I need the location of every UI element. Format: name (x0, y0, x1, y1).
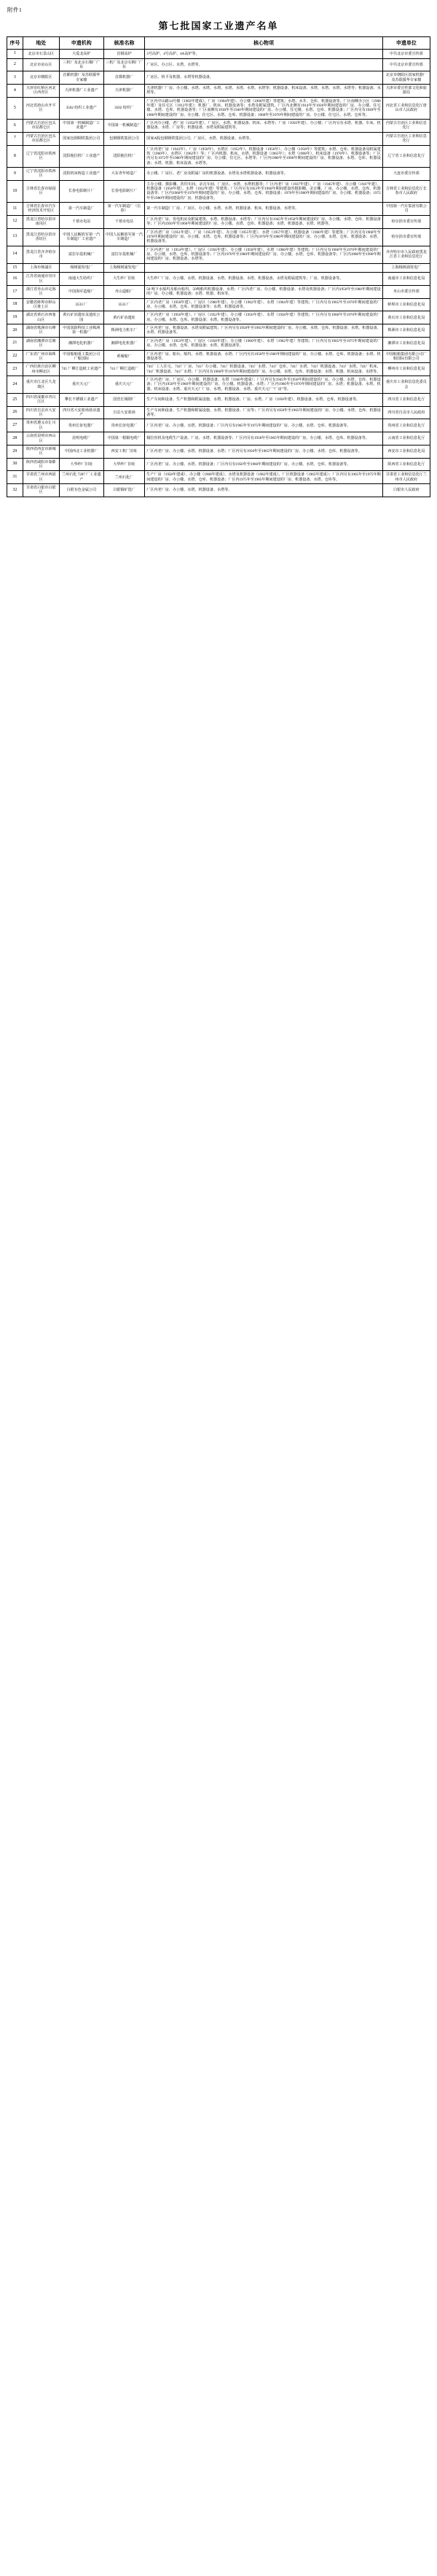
cell-core: 生产车间和设备、生产机器和附属设施、水塔、机器设备、厂房、水塔、厂房（1958年建）、机器设备、水塔、仓库、机器设备等。 (145, 394, 382, 407)
cell-core: 办公楼、厂房区、老厂房及附属厂房的机器设备、水塔及水塔机器设备、机器设备等。 (145, 167, 382, 180)
cell-unit: 舟山市委宣传部 (382, 285, 430, 298)
table-row (7, 324, 430, 338)
table-header-row (7, 37, 430, 50)
cell-org: 三机厂及北京石棉厂广东 (59, 58, 103, 71)
cell-org: 741 厂柳江造纸工业遗产 (59, 363, 103, 376)
cell-core: 厂区内中山路14号楼（1902年建成）、厂房（1904年建）、办公楼（1906年建）等建筑；水塔、水井、仓库、机器设备等。厂区南侧办公区（1908年建）及住宅区（1912年建）；机器厂、机床、机器设备等；水塔及附属建筑。厂区内北侧有1914年至1920年期间建设的厂房、办公楼、住宅楼、水塔、仓库、机器设备等；厂区南侧有1930年至1940年期间建设的厂房、办公楼、住宅楼、水塔、仓库、机器设备；厂区内另有1949年至1960年期间建设的厂房、办公楼、住宅区、水塔、仓库、机器设备；1960年至1970年期间建设的厂房、办公楼、住宅区、水塔、仓库等。 (145, 97, 382, 119)
cell-index: 26 (7, 406, 23, 419)
cell-unit: 齐齐哈尔市人民政府黑龙江省工业和信息化厅 (382, 246, 430, 263)
cell-region: 内蒙古自治区包头市昆都仑区 (23, 132, 59, 145)
cell-region: 河北省唐山市开平区 (23, 97, 59, 119)
table-row (7, 132, 430, 145)
cell-region: 贵州省遵义市汇川区 (23, 419, 59, 432)
cell-core: 厂区内老厂房（1943年）、厂房（1950年）、水塔区（1952年）、机器设备（1956年）、办公楼（1958年）等建筑；水塔、仓库、机器设备及附属建筑（1960年）、水塔区（1962年）等；厂区内机器、机床、水塔、机器设备（1965年）；水塔（1968年）、机床设备（1970年）、机器设备等；厂区内另有1972年至1980年期间建设的厂房、办公楼、住宅区、水塔等；厂区内1980年至1990年期间建设的厂房、机器设备、水塔、仓库、机器设备；水塔、机器、机床设备、水塔等。 (145, 145, 382, 167)
cell-unit: 上海杨树浦发电厂 (382, 263, 430, 273)
cell-unit: 天津市委宣传部文化和旅游局 (382, 84, 430, 97)
cell-region: 北京市房山区 (23, 58, 59, 71)
cell-org: 大爱北高炉 (59, 50, 103, 59)
cell-core: 厂区内老厂房、发电机房及附属建筑、水塔、机器设备、水塔等；厂区内另有1945年至1950年期间建设的厂房、办公楼、水塔、仓库、机器设备等；厂区内1950年至1960年期间建设的厂房、办公楼、水塔、仓库、机器设备；水塔、机器设备、水塔、机器等。 (145, 215, 382, 228)
table-row (7, 228, 430, 246)
cell-org: 天津机器厂工业遗产 (59, 84, 103, 97)
table-row (7, 120, 430, 133)
cell-index: 8 (7, 145, 23, 167)
attachment-label: 附件1 (7, 7, 23, 13)
cell-index: 30 (7, 458, 23, 471)
cell-org: 攀长不锈钢工业遗产 (59, 394, 103, 407)
cell-org: 贵州长征电器厂 (59, 419, 103, 432)
cell-index: 2 (7, 58, 23, 71)
cell-region: 北京市朝阳区 (23, 71, 59, 85)
table-row (7, 263, 430, 273)
cell-region: 吉林省长春市绿园区 (23, 180, 59, 202)
cell-index: 5 (7, 97, 23, 119)
cell-region: 北京市石景山区 (23, 50, 59, 59)
cell-org: 湘潭电化机器厂 (59, 337, 103, 350)
cell-name: 湘潭电化机器厂 (103, 337, 145, 350)
cell-unit: 辽宁省工业和信息化厅 (382, 145, 430, 167)
cell-region: 黑龙江省哈尔滨市南岗区 (23, 215, 59, 228)
cell-name: 黄石矿冶遗址 (103, 311, 145, 324)
cell-region: 陕西省西安市新城区 (23, 445, 59, 458)
cell-region: 吉林省长春市汽车经济技术开发区 (23, 203, 59, 216)
cell-unit: 贵州省工业和信息化厅 (382, 419, 430, 432)
cell-index: 11 (7, 203, 23, 216)
table-row (7, 97, 430, 119)
cell-org: 中国第一机械制造厂工业遗产 (59, 120, 103, 133)
cell-index: 22 (7, 350, 23, 363)
cell-org: 中国国防科技工业株洲第一机器厂 (59, 324, 103, 338)
cell-org: 中国船舶重工集团公司广船国际 (59, 350, 103, 363)
cell-index: 9 (7, 167, 23, 180)
cell-index: 32 (7, 484, 23, 497)
cell-region: 广西壮族自治区柳州市柳北区 (23, 363, 59, 376)
cell-index: 25 (7, 394, 23, 407)
table-body (7, 50, 430, 497)
cell-name: 富拉尔基机械厂 (103, 246, 145, 263)
cell-core: 厂区内老厂房（1950年建）、厂房区（1952年建）、办公楼（1956年建）、水塔（1958年建）等建筑；厂区内另有1960年至1970年期间建设的厂房、办公楼、水塔、仓库、机器设备；水塔、机器设备等。 (145, 311, 382, 324)
cell-org: 黄石矿冶遗址及遗址公园 (59, 311, 103, 324)
table-row (7, 484, 430, 497)
cell-core: 厂区内老厂房、机器设备、水塔及附属建筑；厂区内另有1958年至1965年期间建设的厂房、办公楼、水塔、仓库、机器设备；水塔、机器设备、水塔、机器设备等。 (145, 324, 382, 338)
cell-org: 重庆天元厂 (59, 375, 103, 393)
table-row (7, 419, 430, 432)
cell-name: 自贡大安盐场 (103, 406, 145, 419)
table-row (7, 375, 430, 393)
table-row (7, 406, 430, 419)
cell-name: 大华纱厂旧址 (103, 458, 145, 471)
cell-index: 24 (7, 375, 23, 393)
cell-region: 黑龙江省齐齐哈尔市 (23, 246, 59, 263)
cell-core: 厂区内老厂房（1951年建）、厂房（1953年建）、办公楼（1955年建）、水塔（1957年建）、机器设备（1960年建）等建筑；厂区内另有1960年至1970年期间建设的厂房、办公楼、水塔、仓库、机器设备等；厂区内1970年至1980年期间建设的厂房、办公楼、水塔、仓库、机器设备；水塔、机器设备等。 (145, 228, 382, 246)
cell-org: 富拉尔基机械厂 (59, 246, 103, 263)
heritage-table (7, 36, 430, 497)
table-row (7, 215, 430, 228)
cell-org: 昆明电缆厂 (59, 432, 103, 445)
cell-unit: 湘潭市工业和信息化局 (382, 337, 430, 350)
col-name: 核准名称 (103, 37, 145, 50)
cell-org: 沈阳拖拉机厂工业遗产 (59, 145, 103, 167)
cell-org: 中国人民解放军第一汽车制造厂工业遗产 (59, 228, 103, 246)
cell-core: 大生纱厂厂房、办公楼、水塔、机器设备、水塔、机器设备、水塔、机器设备、水塔及附属建筑等；厂房、机器设备等。 (145, 273, 382, 286)
cell-unit: 中共北京市委宣传部 (382, 50, 430, 59)
table-row (7, 58, 430, 71)
cell-name: 中国第一机械制造厂 (103, 120, 145, 133)
cell-unit: 陕西省工业和信息化厅 (382, 458, 430, 471)
cell-region: 黑龙江省哈尔滨市香坊区 (23, 228, 59, 246)
cell-name: 三机厂及北京石棉厂广东 (103, 58, 145, 71)
cell-name: 株洲电力机车厂 (103, 324, 145, 338)
cell-unit: 大连市委宣传部 (382, 167, 430, 180)
cell-region: 四川省自贡市大安区 (23, 406, 59, 419)
cell-unit: 云南省工业和信息化厅 (382, 432, 430, 445)
cell-core: 主办公楼、摄影棚、洗印车间、录音车间、厂房区、水塔、水塔机器等；厂区内老厂房（1937年建）、厂房（1945年建）、办公楼（1947年建）、机器设备（1950年建）、水塔（1952年建）等建筑；厂区内另有1953年至1960年期间建设的摄影棚、录音棚、厂房、办公楼、水塔、仓库、机器设备等；厂区内1960年至1970年期间建设的厂房、办公楼、水塔、仓库、机器设备；1970年至1980年期间建设的厂房、办公楼、机器设备；1972年至1980年期间建设的厂房、机器设备等。 (145, 180, 382, 202)
cell-core: 国家A股包钢钢铁集团公司、厂房区、水塔、机器设备、水塔等。 (145, 132, 382, 145)
cell-core: 厂房区、办公区、水塔、水塔等。 (145, 58, 382, 71)
cell-index: 18 (7, 298, 23, 311)
cell-org: 沈阳机床铸造工业遗产 (59, 167, 103, 180)
cell-name: 兰州石化厂 (103, 471, 145, 484)
cell-region: 四川省成都市青白江区 (23, 394, 59, 407)
cell-name: 741 厂柳江造纸厂 (103, 363, 145, 376)
cell-unit: 白银市人民政府 (382, 484, 430, 497)
cell-index: 16 (7, 273, 23, 286)
cell-core: 厂区内老厂房、办公楼、水塔、机器设备、水塔等。 (145, 484, 382, 497)
cell-unit: 哈尔滨市委宣传部 (382, 215, 430, 228)
cell-unit: 河北省工业和信息化厅唐山市人民政府 (382, 97, 430, 119)
cell-unit: 甘肃省工业和信息化厅兰州市人民政府 (382, 471, 430, 484)
cell-org: 兰州石化 7207 厂工业遗产 (59, 471, 103, 484)
cell-region: 湖北省黄石市西塞山区 (23, 311, 59, 324)
cell-name: 贵州长征电器厂 (103, 419, 145, 432)
cell-name: 3533 厂 (103, 298, 145, 311)
cell-org: 3533 厂 (59, 298, 103, 311)
cell-unit: 蚌埠市工业和信息化局 (382, 298, 430, 311)
document-page (0, 0, 437, 497)
cell-region: 江苏省南通市崇川区 (23, 273, 59, 286)
cell-index: 27 (7, 419, 23, 432)
table-row (7, 311, 430, 324)
cell-index: 10 (7, 180, 23, 202)
cell-unit: 中共北京市委宣传部 (382, 58, 430, 71)
cell-org: 3502 纺织工业遗产 (59, 97, 103, 119)
cell-org: 长春电影制片厂 (59, 180, 103, 202)
cell-name: 沈阳拖拉机厂 (103, 145, 145, 167)
cell-region: 陕西省咸阳市秦都区 (23, 458, 59, 471)
cell-core: 3号高炉、4号高炉、4A高炉等。 (145, 50, 382, 59)
cell-index: 1 (7, 50, 23, 59)
cell-region: 云南省昆明市西山区 (23, 432, 59, 445)
cell-org: 千禧水电站 (59, 215, 103, 228)
table-row (7, 363, 430, 376)
cell-org: 杨树浦发电厂 (59, 263, 103, 273)
cell-index: 13 (7, 228, 23, 246)
cell-org: 四川省大安盐场盐业遗产 (59, 406, 103, 419)
cell-name: 第一汽车制造厂（长春） (103, 203, 145, 216)
cell-unit: 四川省自贡市人民政府 (382, 406, 430, 419)
table-row (7, 84, 430, 97)
cell-org: 大华纱厂旧址 (59, 458, 103, 471)
cell-name: 包钢钢铁集团公司 (103, 132, 145, 145)
cell-unit: 西安市工业和信息化局 (382, 445, 430, 458)
cell-core: 厂区内老厂房、办公楼、水塔、机器设备；厂区内另有1950年至1960年期间建设的厂房、办公楼、水塔、仓库、机器设备等。 (145, 458, 382, 471)
table-row (7, 298, 430, 311)
cell-name: 国营长城钢厂 (103, 394, 145, 407)
cell-region: 浙江省舟山市定海区 (23, 285, 59, 298)
table-row (7, 50, 430, 59)
table-row (7, 394, 430, 407)
cell-region: 甘肃省兰州市西固区 (23, 471, 59, 484)
cell-index: 21 (7, 337, 23, 350)
cell-org: 南通大生纺织厂 (59, 273, 103, 286)
cell-name: 西安工机厂旧址 (103, 445, 145, 458)
cell-unit: 内蒙古自治区工业和信息化厅 (382, 120, 430, 133)
cell-org: 国家包钢钢铁集团公司 (59, 132, 103, 145)
table-row (7, 145, 430, 167)
cell-name: 中国人民解放军第一汽车制造厂 (103, 228, 145, 246)
table-row (7, 180, 430, 202)
cell-name: 黄埔船厂 (103, 350, 145, 363)
cell-region: 安徽省蚌埠市蚌山区淮上区 (23, 298, 59, 311)
cell-org: 第一汽车制造厂 (59, 203, 103, 216)
cell-name: 大生纱厂旧址 (103, 273, 145, 286)
cell-core: 厂区内老厂房（1958年建）、厂房区（1960年建）、办公楼（1962年建）、水塔（1964年建）等建筑；厂区内另有1965年至1970年期间建设的厂房、办公楼、水塔、仓库、机器设备等；水塔、机器设备等。 (145, 298, 382, 311)
cell-index: 4 (7, 84, 23, 97)
col-region: 地处 (23, 37, 59, 50)
table-row (7, 273, 430, 286)
cell-index: 6 (7, 120, 23, 133)
cell-org: 中国西北工业机器厂 (59, 445, 103, 458)
cell-unit: 黄石市工业和信息化局 (382, 311, 430, 324)
cell-index: 14 (7, 246, 23, 263)
cell-name: 首钢高炉 (103, 50, 145, 59)
cell-name: 白银铜矿选厂 (103, 484, 145, 497)
cell-index: 23 (7, 363, 23, 376)
cell-unit: 四川省工业和信息化厅 (382, 394, 430, 407)
cell-core: 厂区内老厂房、办公楼、水塔、机器设备、水塔；厂区内另有1958年至1965年期间建设的厂房、办公楼、水塔、仓库、机器设备等。 (145, 445, 382, 458)
table-row (7, 445, 430, 458)
cell-region: 重庆市江北区九龙坡区 (23, 375, 59, 393)
table-row (7, 246, 430, 263)
cell-unit: 南通市工业和信息化局 (382, 273, 430, 286)
table-row (7, 285, 430, 298)
cell-unit: 株洲市工业和信息化局 (382, 324, 430, 338)
cell-index: 31 (7, 471, 23, 484)
cell-region: 辽宁省沈阳市铁西区 (23, 145, 59, 167)
cell-unit: 吉林省工业和信息化厅长春市人民政府 (382, 180, 430, 202)
cell-org: 白银有色金属公司 (59, 484, 103, 497)
cell-name: 3502 纺织厂 (103, 97, 145, 119)
cell-index: 12 (7, 215, 23, 228)
cell-index: 7 (7, 132, 23, 145)
cell-name: 长春电影制片厂 (103, 180, 145, 202)
cell-name: 中国第一根铜电缆厂 (103, 432, 145, 445)
table-row (7, 71, 430, 85)
table-row (7, 167, 430, 180)
cell-unit: 中国船舶集团有限公司广船国际有限公司 (382, 350, 430, 363)
cell-core (145, 263, 382, 273)
cell-org: 首都机器厂及苏联援华专家楼 (59, 71, 103, 85)
cell-core: 741厂工人住宅、741厂厂房、741厂办公楼、741厂机器设备、741厂水塔、741厂仓库、741厂水塔、741厂机器设备、741厂水塔、741厂机床、741厂机器设备、741厂水塔；厂区内另有1960年至1970年期间建设的厂房、办公楼、水塔、仓库、机器设备；水塔、机器、机床设备、水塔等。 (145, 363, 382, 376)
cell-core: 厂房区、机平及机器、水塔等机器设备。 (145, 71, 382, 85)
table-row (7, 337, 430, 350)
table-row (7, 203, 430, 216)
cell-unit: 中国第一汽车集团有限公司 (382, 203, 430, 216)
cell-core: 生产车间和设备、生产机器和附属设施、水塔、机器设备、厂房等；厂区内另有1958年至1965年期间建设的厂房、办公楼、水塔、仓库、机器设备等。 (145, 406, 382, 419)
cell-unit: 重庆市工业和信息化委员会 (382, 375, 430, 393)
page-title: 第七批国家工业遗产名单 (158, 20, 279, 31)
col-index: 序号 (7, 37, 23, 50)
cell-name: 大东青年铸造厂 (103, 167, 145, 180)
cell-index: 20 (7, 324, 23, 338)
cell-name: 上海杨树浦发电厂 (103, 263, 145, 273)
cell-index: 19 (7, 311, 23, 324)
cell-core: 天津机器厂厂房、办公楼、水塔、水塔、水塔、水塔、水塔、水塔、水塔等；机器设备、机床设备、水塔、水塔、水塔、水塔等；机器设备、水塔等。 (145, 84, 382, 97)
cell-region: 天津市红桥区河北区西青区 (23, 84, 59, 97)
cell-region: 甘肃省白银市白银区 (23, 484, 59, 497)
cell-core: 第一汽车制造厂厂房、厂房区、办公楼、水塔、水塔、机器设备、机床、机器设备、水塔等。 (145, 203, 382, 216)
cell-name: 重庆天元厂 (103, 375, 145, 393)
cell-unit: 哈尔滨市委宣传部 (382, 228, 430, 246)
cell-core: 厂区内老厂房、办公楼、水塔、机器设备；厂区内另有1965年至1975年期间建设的厂房、办公楼、水塔、仓库、机器设备等。 (145, 419, 382, 432)
cell-core: 厂区内老厂房、船台、船坞、水塔、机器设备、水塔；厂区内另有1950年至1960年期间建设的厂房、办公楼、水塔、仓库、机器设备；水塔、机器设备等。 (145, 350, 382, 363)
cell-name: 千禧水电站 (103, 215, 145, 228)
cell-region: 湖南省株洲市石峰区 (23, 324, 59, 338)
table-row (7, 432, 430, 445)
cell-region: 广东省广州市海珠区 (23, 350, 59, 363)
cell-index: 3 (7, 71, 23, 85)
cell-unit: 北京市朝阳区国家机器厂及苏联援华专家楼 (382, 71, 430, 85)
cell-index: 28 (7, 432, 23, 445)
col-org: 申遗机构 (59, 37, 103, 50)
cell-core: 厂区内老厂房（1953年建）、厂房区（1958年建）、办公楼（1960年建）、水塔（1962年建）等建筑；厂区内另有1965年至1975年期间建设的厂房、办公楼、水塔、仓库、机器设备；水塔、机器设备等。 (145, 337, 382, 350)
cell-index: 17 (7, 285, 23, 298)
cell-core: 生产厂房（1958年建成）、办公楼（1960年建成）、水塔及机器设备（1962年建成）、厂区机器设备（1965年建成）；厂区内另有1965年至1975年期间建设的厂房、办公楼、水塔、仓库、机器设备；厂区内1975年至1985年期间建设的厂房、机器设备、水塔、仓库等。 (145, 471, 382, 484)
cell-core: 50 吨下水船坞及船台船坞、50吨船坞机器设备、水塔；厂区内老厂房、办公楼、机器设备、水塔及机器设备；厂区内1950年至1960年期间建设的厂房、办公楼、机器设备；水塔、机器、机床等。 (145, 285, 382, 298)
cell-unit: 内蒙古自治区工业和信息化厅 (382, 132, 430, 145)
cell-index: 15 (7, 263, 23, 273)
cell-core: 厂区内老厂房（1954年建）、厂房区（1956年建）、办公楼（1958年建）、水塔（1960年建）等建筑；厂区内另有1960年至1970年期间建设的厂房、办公楼、水塔、仓库、机器设备等；厂区内1970年至1980年期间建设的厂房、办公楼、水塔、仓库、机器设备等；厂区内1980年至1990年期间建设的厂房、机器设备、水塔等。 (145, 246, 382, 263)
col-core: 核心物项 (145, 37, 382, 50)
table-row (7, 471, 430, 484)
cell-name: 首都机器厂 (103, 71, 145, 85)
cell-core: 铜拉丝机及电缆生产设备、厂房、水塔、机器设备等；厂区内另有1958年至1965年期间建设的厂房、办公楼、水塔、仓库、机器设备等。 (145, 432, 382, 445)
col-unit: 申遗单位 (382, 37, 430, 50)
cell-region: 辽宁省沈阳市铁西区 (23, 167, 59, 180)
cell-name: 天津机器厂 (103, 84, 145, 97)
table-row (7, 458, 430, 471)
cell-core: 厂区内老厂房、厂房区、办公楼、机器设备、水塔（1940年建成）；厂区内另有1945年至1950年期间建设的厂房、办公楼、水塔、仓库、机器设备；厂区内1950年至1960年期间建设的厂房、办公楼、机器设备、水塔；厂区内1960年至1970年期间建设的厂房、水塔；机器设备、水塔、机器、机床设备、水塔、重庆天元厂厂房、水塔、机器设备、水塔、重庆天元厂"厂房"等。 (145, 375, 382, 393)
cell-region: 上海市杨浦区 (23, 263, 59, 273)
cell-region: 内蒙古自治区包头市昆都仑区 (23, 120, 59, 133)
cell-unit: 柳州市工业和信息化局 (382, 363, 430, 376)
cell-name: 舟山造船厂 (103, 285, 145, 298)
table-row (7, 350, 430, 363)
cell-core: 厂区内办公楼、老厂房（1954年建）、厂房区、水塔、机器设备、机床、水塔等；厂房（1956年建）、办公楼；厂区内另有水塔、机器、车床、机器设备、水塔、厂房等；机器设备、水塔及附属建筑等。 (145, 120, 382, 133)
cell-index: 29 (7, 445, 23, 458)
cell-org: 中国海军造船厂 (59, 285, 103, 298)
cell-region: 湖南省湘潭市岳塘区 (23, 337, 59, 350)
